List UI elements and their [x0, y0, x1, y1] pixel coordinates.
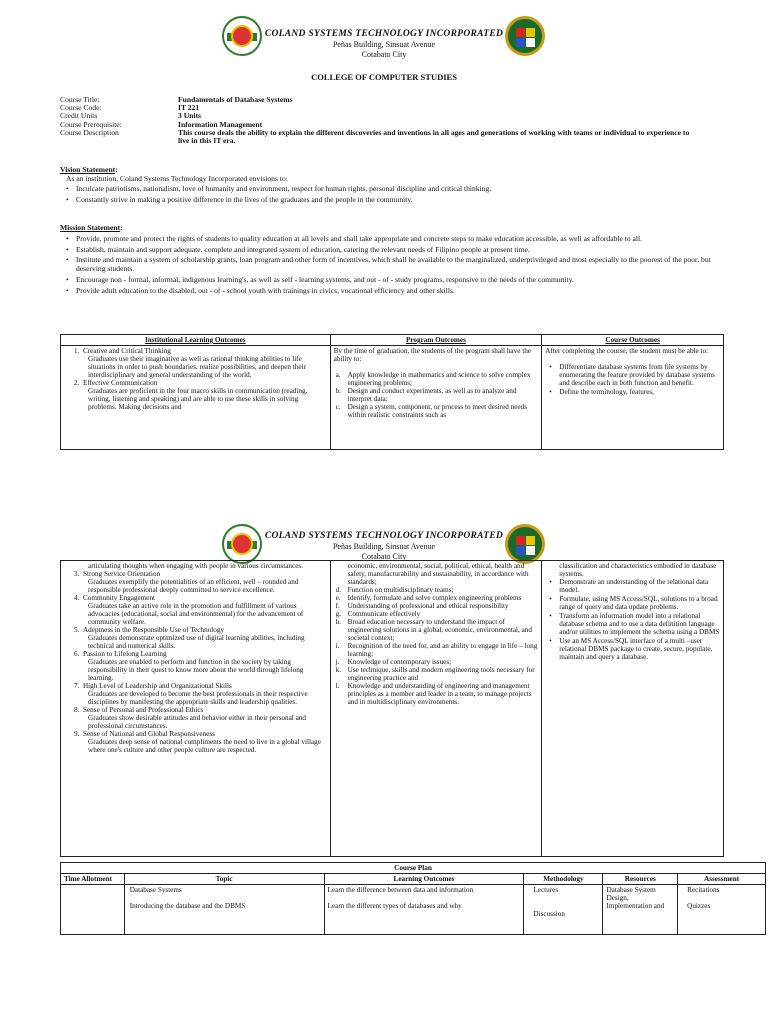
ilo-title: Sense of Personal and Professional Ethics	[82, 706, 204, 714]
methodology: Lectures	[533, 886, 559, 894]
po-item: e. Identify, formulate and solve complex engineering problems	[335, 594, 522, 602]
label-prerequisite: Course Prerequisite:	[60, 119, 122, 129]
po-continuation: economic, environmental, social, political, ethical, health and safety, manufacturability and sustainability, in accordance with standards;	[347, 562, 529, 586]
course-title: Fundamentals of Database Systems	[178, 95, 293, 104]
mission-item: • Institute and maintain a system of scholarship grants, loan program and other form of incentives, which shall be available to the marginalized, underprivileged and most especially to the poorest of the poor, but deserving students.	[76, 256, 720, 273]
address-city: Cotabato City	[361, 50, 407, 59]
ilo-title: High Level of Leadership and Organizational Skills	[82, 682, 232, 690]
ilo-description: Graduates show desirable attitudes and behavior either in their personal and professional circumstances.	[88, 714, 306, 730]
vision-section: Vision Statement: As an institution, Coland Systems Technology Incorporated envisions to: • Inculcate patriotisms, nationalism, love of humanity and environment, respect for human rights, personal discipline and critical thinking. • Constantly strive in making a positive difference in the lives of the graduates and the people in the community.	[60, 166, 720, 207]
po-item: a. Apply knowledge in mathematics and science to solve complex engineering problems;	[335, 371, 531, 387]
col-topic: Topic	[124, 874, 324, 885]
ilo-item: 1. Creative and Critical Thinking Graduates use their imaginative as well as rational thinking abilities to life situations in order to push boundaries, realize possibilities, and deepen their interdisciplinary and general understanding of the world.	[64, 347, 327, 379]
ilo-item: 5. Adeptness in the Responsible Use of Technology Graduates demonstrate optimized use of digital learning abilities, including technical and numerical skills.	[64, 626, 327, 650]
prerequisite: Information Management	[178, 119, 263, 129]
col-resources: Resources	[603, 874, 678, 885]
label-course-code: Course Code:	[60, 103, 102, 113]
po-item: f. Understanding of professional and ethical responsibility	[335, 602, 509, 610]
ilo-title: Effective Communication	[82, 379, 158, 387]
co-item: • Demonstrate an understanding of the relational data model.	[559, 578, 720, 594]
page-gap	[0, 452, 768, 516]
learning-outcome: Learn the different types of databases and why	[327, 902, 462, 910]
mission-item: • Provide, promote and protect the rights of students to quality education at all levels and shall take appropriate and concrete steps to make education accessible, as well as affordable to all.	[76, 235, 720, 244]
college-title: COLLEGE OF COMPUTER STUDIES	[311, 72, 457, 82]
col-methodology: Methodology	[524, 874, 603, 885]
vision-title: Vision Statement	[60, 165, 116, 174]
address-building: Peñas Building, Sinsuat Avenue	[332, 40, 436, 49]
mission-title: Mission Statement	[60, 223, 121, 232]
co-item: • Formulate, using MS Access/SQL, solutions to a broad range of query and data update problems.	[559, 595, 720, 611]
page-1	[0, 0, 768, 452]
company-name: COLAND SYSTEMS TECHNOLOGY INCORPORATED	[264, 29, 504, 39]
col-assessment: Assessment	[678, 874, 766, 885]
ilo-title: Passion to Lifelong Learning	[82, 650, 167, 658]
ilo-title: Community Engagement	[82, 594, 156, 602]
address-building: Peñas Building, Sinsuat Avenue	[332, 542, 436, 551]
ilo-description: Graduates are proficient in the four macro skills in communication (reading, writing, listening and speaking) and are able to use these skills in solving problems. Making decisions and	[88, 387, 308, 411]
po-item: i. Recognition of the need for, and an ability to engage in life – long learning;	[335, 642, 538, 658]
ilo-description: Graduates use their imaginative as well as rational thinking abilities to life situations in order to push boundaries, realize possibilities, and deepen their interdisciplinary and general understanding of the world.	[88, 355, 306, 379]
mission-section: Mission Statement: • Provide, promote and protect the rights of students to quality education at all levels and shall take appropriate and concrete steps to make education accessible, as well as affordable to all. • Establish, maintain and support adequate, complete and integrated system of education, catering the relevant needs of Filipino people at present time. • Institute and maintain a system of scholarship grants, loan program and other form of incentives, which shall be available to the marginalized, underprivileged and most especially to the poorest of the poor, but deserving students. • Encourage non - formal, informal, indigenous learning's, as well as self - learning systems, and out - of - study programs, responsive to the needs of the community. • Provide adult education to the disabled, out - of - school youth with trainings in civics, vocational efficiency and other skills.	[60, 224, 720, 297]
co-item: • Use an MS Access/SQL interface of a multi –user relational DBMS package to create, secure, populate, maintain and query a database.	[559, 637, 720, 661]
ilo-item: 6. Passion to Lifelong Learning Graduates are enabled to perform and function in the society by taking responsibility in their quest to know more about the world through lifelong learning.	[64, 650, 327, 682]
po-intro: By the time of graduation, the students of the program shall have the ability to:	[333, 347, 531, 363]
topic: Database Systems	[129, 886, 182, 894]
course-code: IT 221	[178, 103, 200, 113]
address-city: Cotabato City	[361, 552, 407, 561]
outcomes-table-page1	[60, 334, 724, 450]
co-item: • Define the terminology, features,	[559, 388, 720, 396]
header-ilo: Institutional Learning Outcomes	[61, 335, 331, 346]
ilo-item: 3. Strong Service Orientation Graduates exemplify the potentialities of an efficient, well – rounded and responsible professional deeply committed to service excellence.	[64, 570, 327, 594]
ilo-description: Graduates take an active role in the promotion and fulfillment of various advocacies (educational, social and environmental) for the advancement of community welfare.	[88, 602, 304, 626]
resources: Database System Design, Implementation and	[606, 886, 665, 910]
co-intro: After completing the course, the student must be able to:	[545, 347, 709, 355]
ilo-description: Graduates are developed to become the best professionals in their respective disciplines by manifesting the appropriate skills and leadership qualities.	[88, 690, 308, 706]
course-plan-title: Course Plan	[61, 863, 766, 874]
learning-outcome: Learn the difference between data and information	[327, 886, 474, 894]
header-po: Program Outcomes	[330, 335, 542, 346]
ilo-title: Adeptness in the Responsible Use of Technology	[82, 626, 225, 634]
course-description: This course deals the ability to explain the different discoveries and inventions in all ages and generations of working with teams or individual to experience to live in this IT era.	[178, 127, 690, 146]
vision-item: • Constantly strive in making a positive difference in the lives of the graduates and the people in the community.	[76, 196, 720, 205]
course-info	[60, 96, 700, 145]
mission-item: • Encourage non - formal, informal, indigenous learning's, as well as self - learning systems, and out - of - study programs, responsive to the needs of the community.	[76, 276, 720, 285]
co-item: • Differentiate database systems from file systems by enumerating the feature provided by database systems and describe each in both function and benefit.	[559, 363, 720, 387]
po-item: c. Design a system, component, or process to meet desired needs within realistic constraints such as	[335, 403, 528, 419]
ilo-item: 8. Sense of Personal and Professional Ethics Graduates show desirable attitudes and behavior either in their personal and professional circumstances.	[64, 706, 327, 730]
label-course-title: Course Title:	[60, 95, 100, 104]
po-item: b. Design and conduct experiments, as well as to analyze and interpret data;	[335, 387, 517, 403]
ilo-item: 4. Community Engagement Graduates take an active role in the promotion and fulfillment of various advocacies (educational, social and environmental) for the advancement of community welfare.	[64, 594, 327, 626]
po-item: j. Knowledge of contemporary issues;	[335, 658, 452, 666]
co-item: • Transform an information model into a relational database schema and to use a data definition language and/or utilities to implement the schema using a DBMS	[559, 612, 720, 636]
ilo-item: 7. High Level of Leadership and Organizational Skills Graduates are developed to become the best professionals in their respective disciplines by manifesting the appropriate skills and leadership qualities.	[64, 682, 327, 706]
header-co: Course Outcomes	[542, 335, 724, 346]
assessment: Quizzes	[687, 902, 711, 910]
po-item: d. Function on multidisciplinary teams;	[335, 586, 454, 594]
mission-item: • Establish, maintain and support adequate, complete and integrated system of education, catering the relevant needs of Filipino people at present time.	[76, 246, 720, 255]
ilo-title: Creative and Critical Thinking	[82, 347, 171, 355]
ilo-description: Graduates are enabled to perform and function in the society by taking responsibility in their quest to know more about the world through lifelong learning.	[88, 658, 304, 682]
mission-item: • Provide adult education to the disabled, out - of - school youth with trainings in civics, vocational efficiency and other skills.	[76, 287, 720, 296]
po-item: g. Communicate effectively	[335, 610, 421, 618]
ilo-description: Graduates exemplify the potentialities of an efficient, well – rounded and responsible professional deeply committed to service excellence.	[88, 578, 299, 594]
topic: Introducing the database and the DBMS	[129, 902, 246, 910]
ilo-item: 9. Sense of National and Global Responsiveness Graduates deep sense of national compliments the need to live in a global village where one's culture and other people culture are respected.	[64, 730, 327, 754]
ilo-title: Sense of National and Global Responsiveness	[82, 730, 215, 738]
po-item: k. Use technique, skills and modern engineering tools necessary for engineering practice and	[335, 666, 535, 682]
time-allotment-cell	[61, 885, 125, 935]
ilo-continuation: articulating thoughts when engaging with people in various circumstances.	[88, 562, 303, 570]
methodology: Discussion	[533, 910, 565, 918]
col-time-allotment: Time Allotment	[61, 874, 125, 885]
po-item: l. Knowledge and understanding of engineering and management principles as a member and leader in a team, to manage projects and in multidisciplinary environments.	[335, 682, 532, 706]
label-credit-units: Credit Units	[60, 111, 98, 121]
credit-units: 3 Units	[178, 111, 201, 121]
label-course-description: Course Description	[60, 127, 119, 137]
ilo-item: 2. Effective Communication Graduates are proficient in the four macro skills in communication (reading, writing, listening and speaking) and are able to use these skills in solving problems. Making decisions and	[64, 379, 327, 411]
vision-item: • Inculcate patriotisms, nationalism, love of humanity and environment, respect for human rights, personal discipline and critical thinking.	[76, 185, 720, 194]
vision-intro: As an institution, Coland Systems Technology Incorporated envisions to:	[66, 173, 288, 183]
ilo-title: Strong Service Orientation	[82, 570, 161, 578]
outcomes-table-page2	[60, 560, 724, 857]
course-plan-table	[60, 862, 766, 935]
company-name: COLAND SYSTEMS TECHNOLOGY INCORPORATED	[264, 531, 504, 541]
ilo-description: Graduates demonstrate optimized use of digital learning abilities, including technical and numerical skills.	[88, 634, 305, 650]
col-learning-outcomes: Learning Outcomes	[324, 874, 524, 885]
assessment: Recitations	[687, 886, 720, 894]
ilo-description: Graduates deep sense of national compliments the need to live in a global village where one's culture and other people culture are respected.	[88, 738, 321, 754]
co-continuation: classification and characteristics embodied in database systems.	[559, 562, 717, 578]
po-item: h. Broad education necessary to understand the impact of engineering solutions in a global, economic, environmental, and societal context;	[335, 618, 532, 642]
